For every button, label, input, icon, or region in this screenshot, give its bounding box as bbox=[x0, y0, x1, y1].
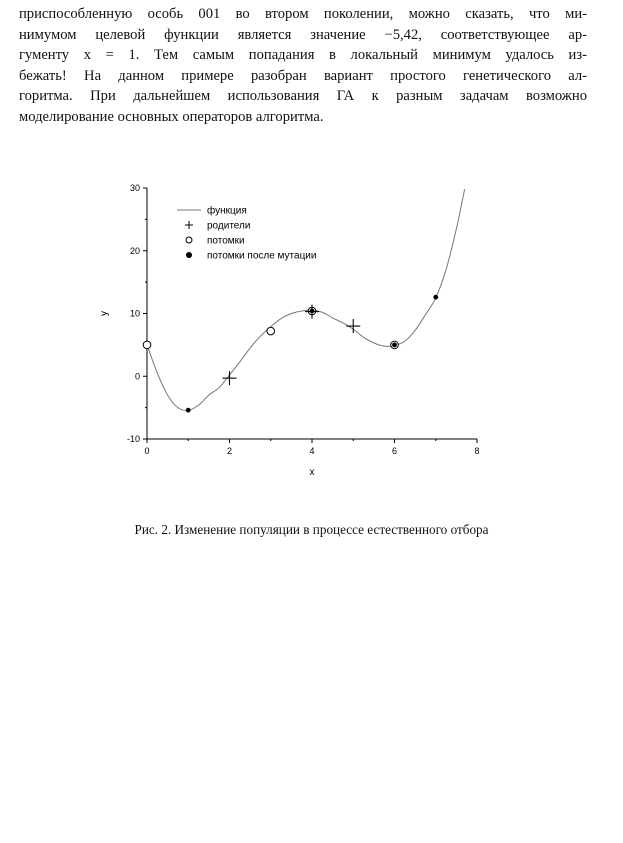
y-axis-label: y bbox=[99, 311, 110, 316]
data-point-open-circle bbox=[267, 327, 275, 335]
x-tick-label: 2 bbox=[226, 446, 233, 456]
data-point-filled-circle bbox=[392, 342, 397, 347]
data-point-plus bbox=[346, 319, 360, 333]
paragraph-line: нимумом целевой функции является значение −5,42, соответствующее ар- bbox=[19, 26, 587, 43]
legend-label: функция bbox=[207, 205, 247, 217]
legend-label: потомки bbox=[207, 235, 245, 247]
y-tick-label: 10 bbox=[129, 308, 140, 319]
data-point-filled-circle bbox=[186, 408, 191, 413]
legend-swatch-filled-circle bbox=[186, 252, 192, 258]
paragraph-line: моделирование основных операторов алгоритма. bbox=[19, 108, 324, 125]
function-curve bbox=[147, 189, 465, 410]
y-tick-label: -10 bbox=[126, 434, 140, 444]
x-tick-label: 8 bbox=[474, 446, 480, 456]
y-tick-label: 0 bbox=[134, 371, 140, 382]
figure-caption: Рис. 2. Изменение популяции в процессе естественного отбора bbox=[134, 522, 489, 537]
x-tick-label: 0 bbox=[144, 446, 150, 456]
data-point-filled-circle bbox=[433, 295, 438, 300]
legend-label: родители bbox=[207, 220, 251, 232]
legend-swatch-open-circle bbox=[186, 237, 192, 243]
data-point-plus bbox=[223, 371, 237, 385]
paragraph-line: гументу x = 1. Тем самым попадания в локальный минимум удалось из- bbox=[19, 47, 587, 64]
paragraph-line: горитма. При дальнейшем использования ГА к разным задачам возможно bbox=[19, 88, 587, 105]
y-tick-label: 20 bbox=[129, 245, 140, 256]
legend-label: потомки после мутации bbox=[207, 250, 317, 262]
x-tick-label: 6 bbox=[391, 446, 398, 456]
y-tick-label: 30 bbox=[129, 183, 140, 193]
data-point-open-circle bbox=[143, 341, 151, 349]
figure bbox=[88, 176, 498, 492]
legend-swatch-plus bbox=[185, 221, 193, 229]
chart bbox=[88, 176, 498, 492]
x-axis-label: x bbox=[309, 467, 315, 478]
body-paragraph bbox=[19, 4, 587, 128]
paragraph-line: бежать! На данном примере разобран вариант простого генетического ал- bbox=[19, 67, 587, 84]
paragraph-line: приспособленную особь 001 во втором поколении, можно сказать, что ми- bbox=[19, 6, 587, 22]
data-point-plus bbox=[305, 305, 319, 319]
x-tick-label: 4 bbox=[309, 446, 315, 456]
